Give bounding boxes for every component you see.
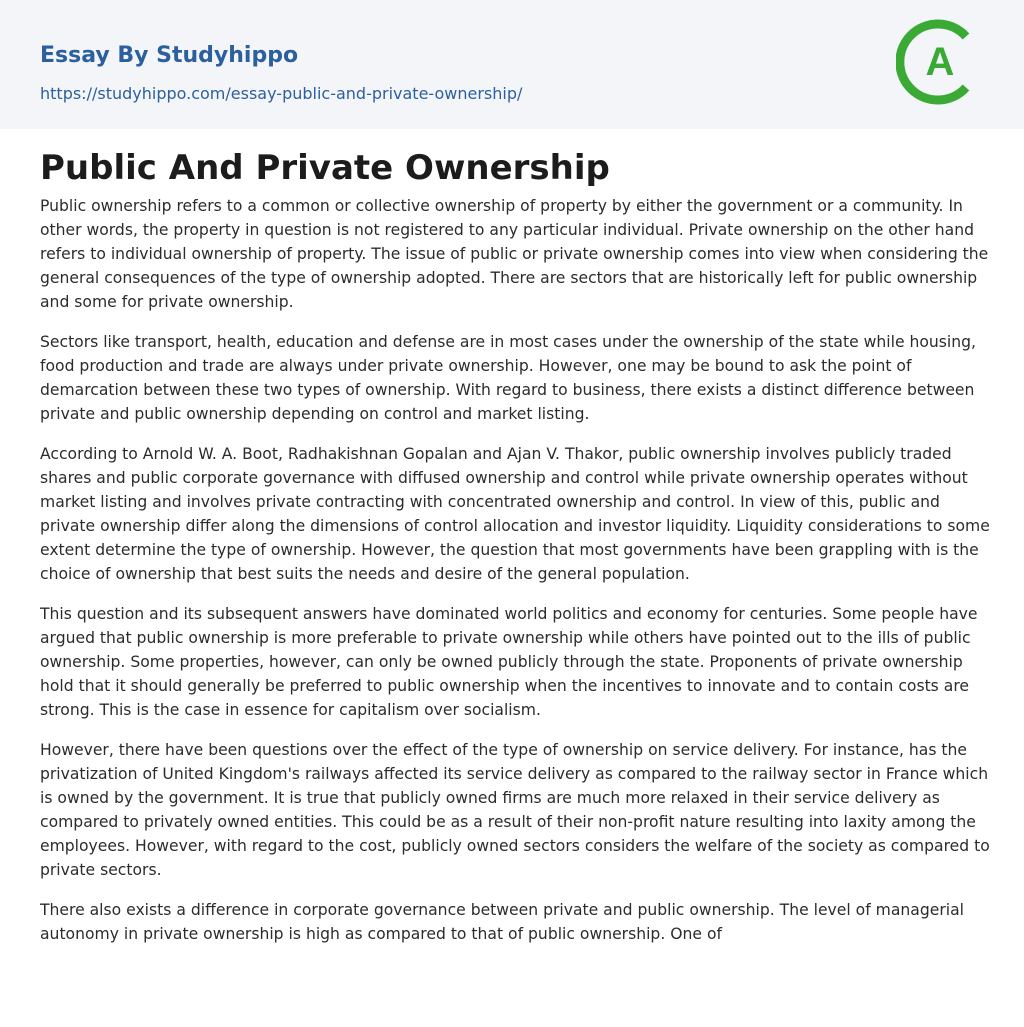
- essay-paragraph: According to Arnold W. A. Boot, Radhakishnan Gopalan and Ajan V. Thakor, public ownership involves publicly traded shares and public corporate governance with diffused ownership and control while private ownership operates without market listing and involves private contracting with concentrated ownership and control. In view of this, public and private ownership differ along the dimensions of control allocation and investor liquidity. Liquidity considerations to some extent determine the type of ownership. However, the question that most governments have been grappling with is the choice of ownership that best suits the needs and desire of the general population.: [40, 445, 990, 583]
- essay-body: [40, 194, 992, 962]
- essay-paragraph: There also exists a difference in corporate governance between private and public ownership. The level of managerial autonomy in private ownership is high as compared to that of public ownership. One of: [40, 901, 964, 943]
- essay-paragraph: Sectors like transport, health, education and defense are in most cases under the ownership of the state while housing, food production and trade are always under private ownership. However, one may be bound to ask the point of demarcation between these two types of ownership. With regard to business, there exists a distinct difference between private and public ownership depending on control and market listing.: [40, 333, 977, 423]
- essay-paragraph: Public ownership refers to a common or collective ownership of property by either the government or a community. In other words, the property in question is not registered to any particular individual. Private ownership on the other hand refers to individual ownership of property. The issue of public or private ownership comes into view when considering the general consequences of the type of ownership adopted. There are sectors that are historically left for public ownership and some for private ownership.: [40, 197, 989, 311]
- site-title[interactable]: Essay By Studyhippo: [40, 43, 299, 68]
- site-header: [0, 0, 1024, 129]
- essay-paragraph: This question and its subsequent answers have dominated world politics and economy for centuries. Some people have argued that public ownership is more preferable to private ownership while others have pointed out to the ills of public ownership. Some properties, however, can only be owned publicly through the state. Proponents of private ownership hold that it should generally be preferred to public ownership when the incentives to innovate and to contain costs are strong. This is the case in essence for capitalism over socialism.: [40, 605, 978, 719]
- essay-title: Public And Private Ownership: [40, 148, 610, 188]
- essay-paragraph: However, there have been questions over the effect of the type of ownership on service delivery. For instance, has the privatization of United Kingdom's railways affected its service delivery as compared to the railway sector in France which is owned by the government. It is true that publicly owned firms are much more relaxed in their service delivery as compared to privately owned entities. This could be as a result of their non-profit nature resulting into laxity among the employees. However, with regard to the cost, publicly owned sectors considers the welfare of the society as compared to private sectors.: [40, 741, 990, 879]
- essay-url-link[interactable]: https://studyhippo.com/essay-public-and-private-ownership/: [40, 84, 523, 103]
- logo-letter: A: [925, 40, 955, 84]
- studyhippo-logo-icon[interactable]: [896, 16, 988, 108]
